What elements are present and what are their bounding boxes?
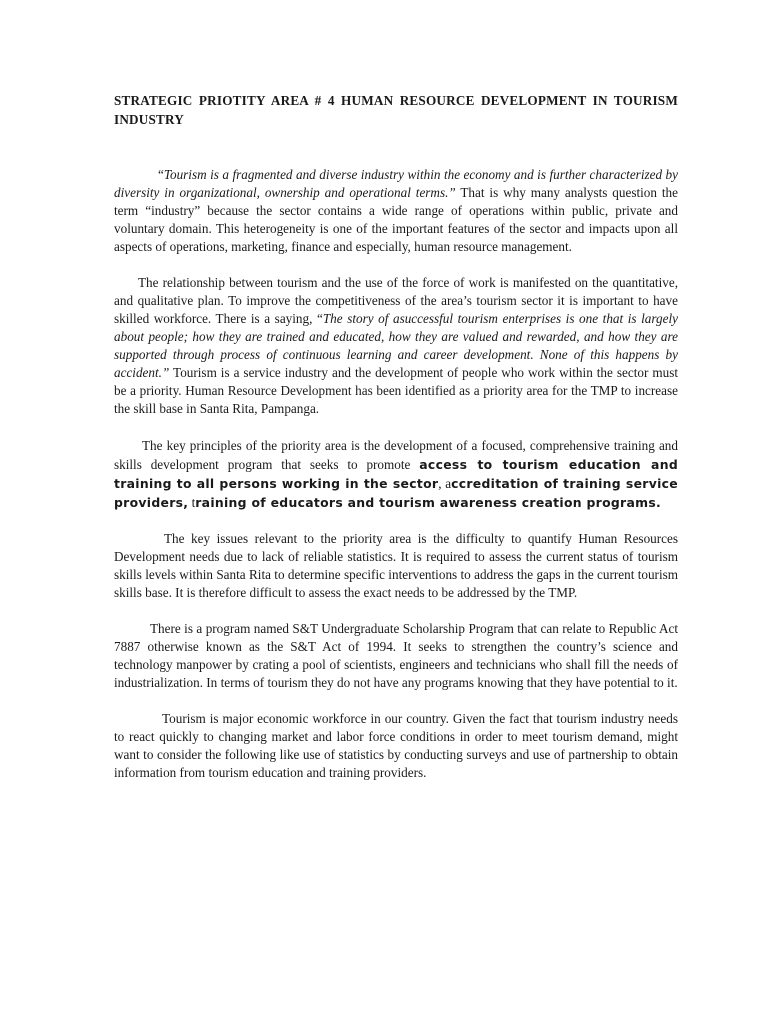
paragraph-3-bold-3: raining of educators and tourism awareness creation programs. xyxy=(195,495,662,510)
paragraph-3-bold-1: access to tourism education and training to all persons working in the sector xyxy=(114,457,679,491)
paragraph-1-quote: Tourism is a fragmented and diverse industry within the economy and is further characterized by diversity in organizational, ownership and operational terms.” xyxy=(114,167,678,200)
paragraph-2 xyxy=(114,274,678,418)
paragraph-3-bold-2: ccreditation of training service providers, xyxy=(114,476,678,510)
paragraph-2-text: Tourism is a service industry and the development of people who work within the sector must be a priority. Human Resource Development has been identified as a priority area for the TMP to increase the skill base in Santa Rita, Pampanga. xyxy=(114,365,678,416)
document-title: STRATEGIC PRIOTITY AREA # 4 HUMAN RESOURCE DEVELOPMENT IN TOURISM INDUSTRY xyxy=(114,93,678,127)
paragraph-4: The key issues relevant to the priority area is the difficulty to quantify Human Resources Development needs due to lack of reliable statistics. It is required to assess the current status of tourism skills levels within Santa Rita to determine specific interventions to address the gaps in the current tourism skills base. It is therefore difficult to assess the exact needs to be addressed by the TMP. xyxy=(114,531,678,600)
paragraph-5: There is a program named S&T Undergraduate Scholarship Program that can relate to Republic Act 7887 otherwise known as the S&T Act of 1994. It seeks to strengthen the country’s science and technology manpower by crating a pool of scientists, engineers and technicians who shall fill the needs of industrialization. In terms of tourism they do not have any programs knowing that they have potential to it. xyxy=(114,621,678,690)
document-body xyxy=(114,91,678,800)
paragraph-2-lead: The relationship between tourism and the use of the force of work is manifested on the quantitative, and qualitative plan. To improve the competitiveness of the area’s tourism sector it is important to have skilled workforce. There is a saying, “ xyxy=(114,275,678,326)
paragraph-3-lead: The key principles of the priority area is the development of a focused, comprehensive training and skills development program that seeks to promote xyxy=(114,438,678,472)
paragraph-3-sep-2: t xyxy=(188,495,196,510)
paragraph-1 xyxy=(114,166,678,256)
paragraph-3-sep-1: , a xyxy=(438,476,452,491)
paragraph-6: Tourism is major economic workforce in our country. Given the fact that tourism industry needs to react quickly to changing market and labor force conditions in order to meet tourism demand, might want to consider the following like use of statistics by conducting surveys and use of partnership to obtain information from tourism education and training providers. xyxy=(114,711,678,780)
paragraph-2-quote: The story of asuccessful tourism enterprises is one that is largely about people; how they are trained and educated, how they are valued and rewarded, and how they are supported through process of continuous learning and career development. None of this happens by accident.” xyxy=(114,311,678,380)
paragraph-1-open-quote: “ xyxy=(158,167,164,182)
paragraph-3 xyxy=(114,436,678,512)
paragraph-1-text: That is why many analysts question the term “industry” because the sector contains a wide range of operations within public, private and voluntary domain. This heterogeneity is one of the important features of the sector and impacts upon all aspects of operations, marketing, finance and especially, human resource management. xyxy=(114,185,678,254)
